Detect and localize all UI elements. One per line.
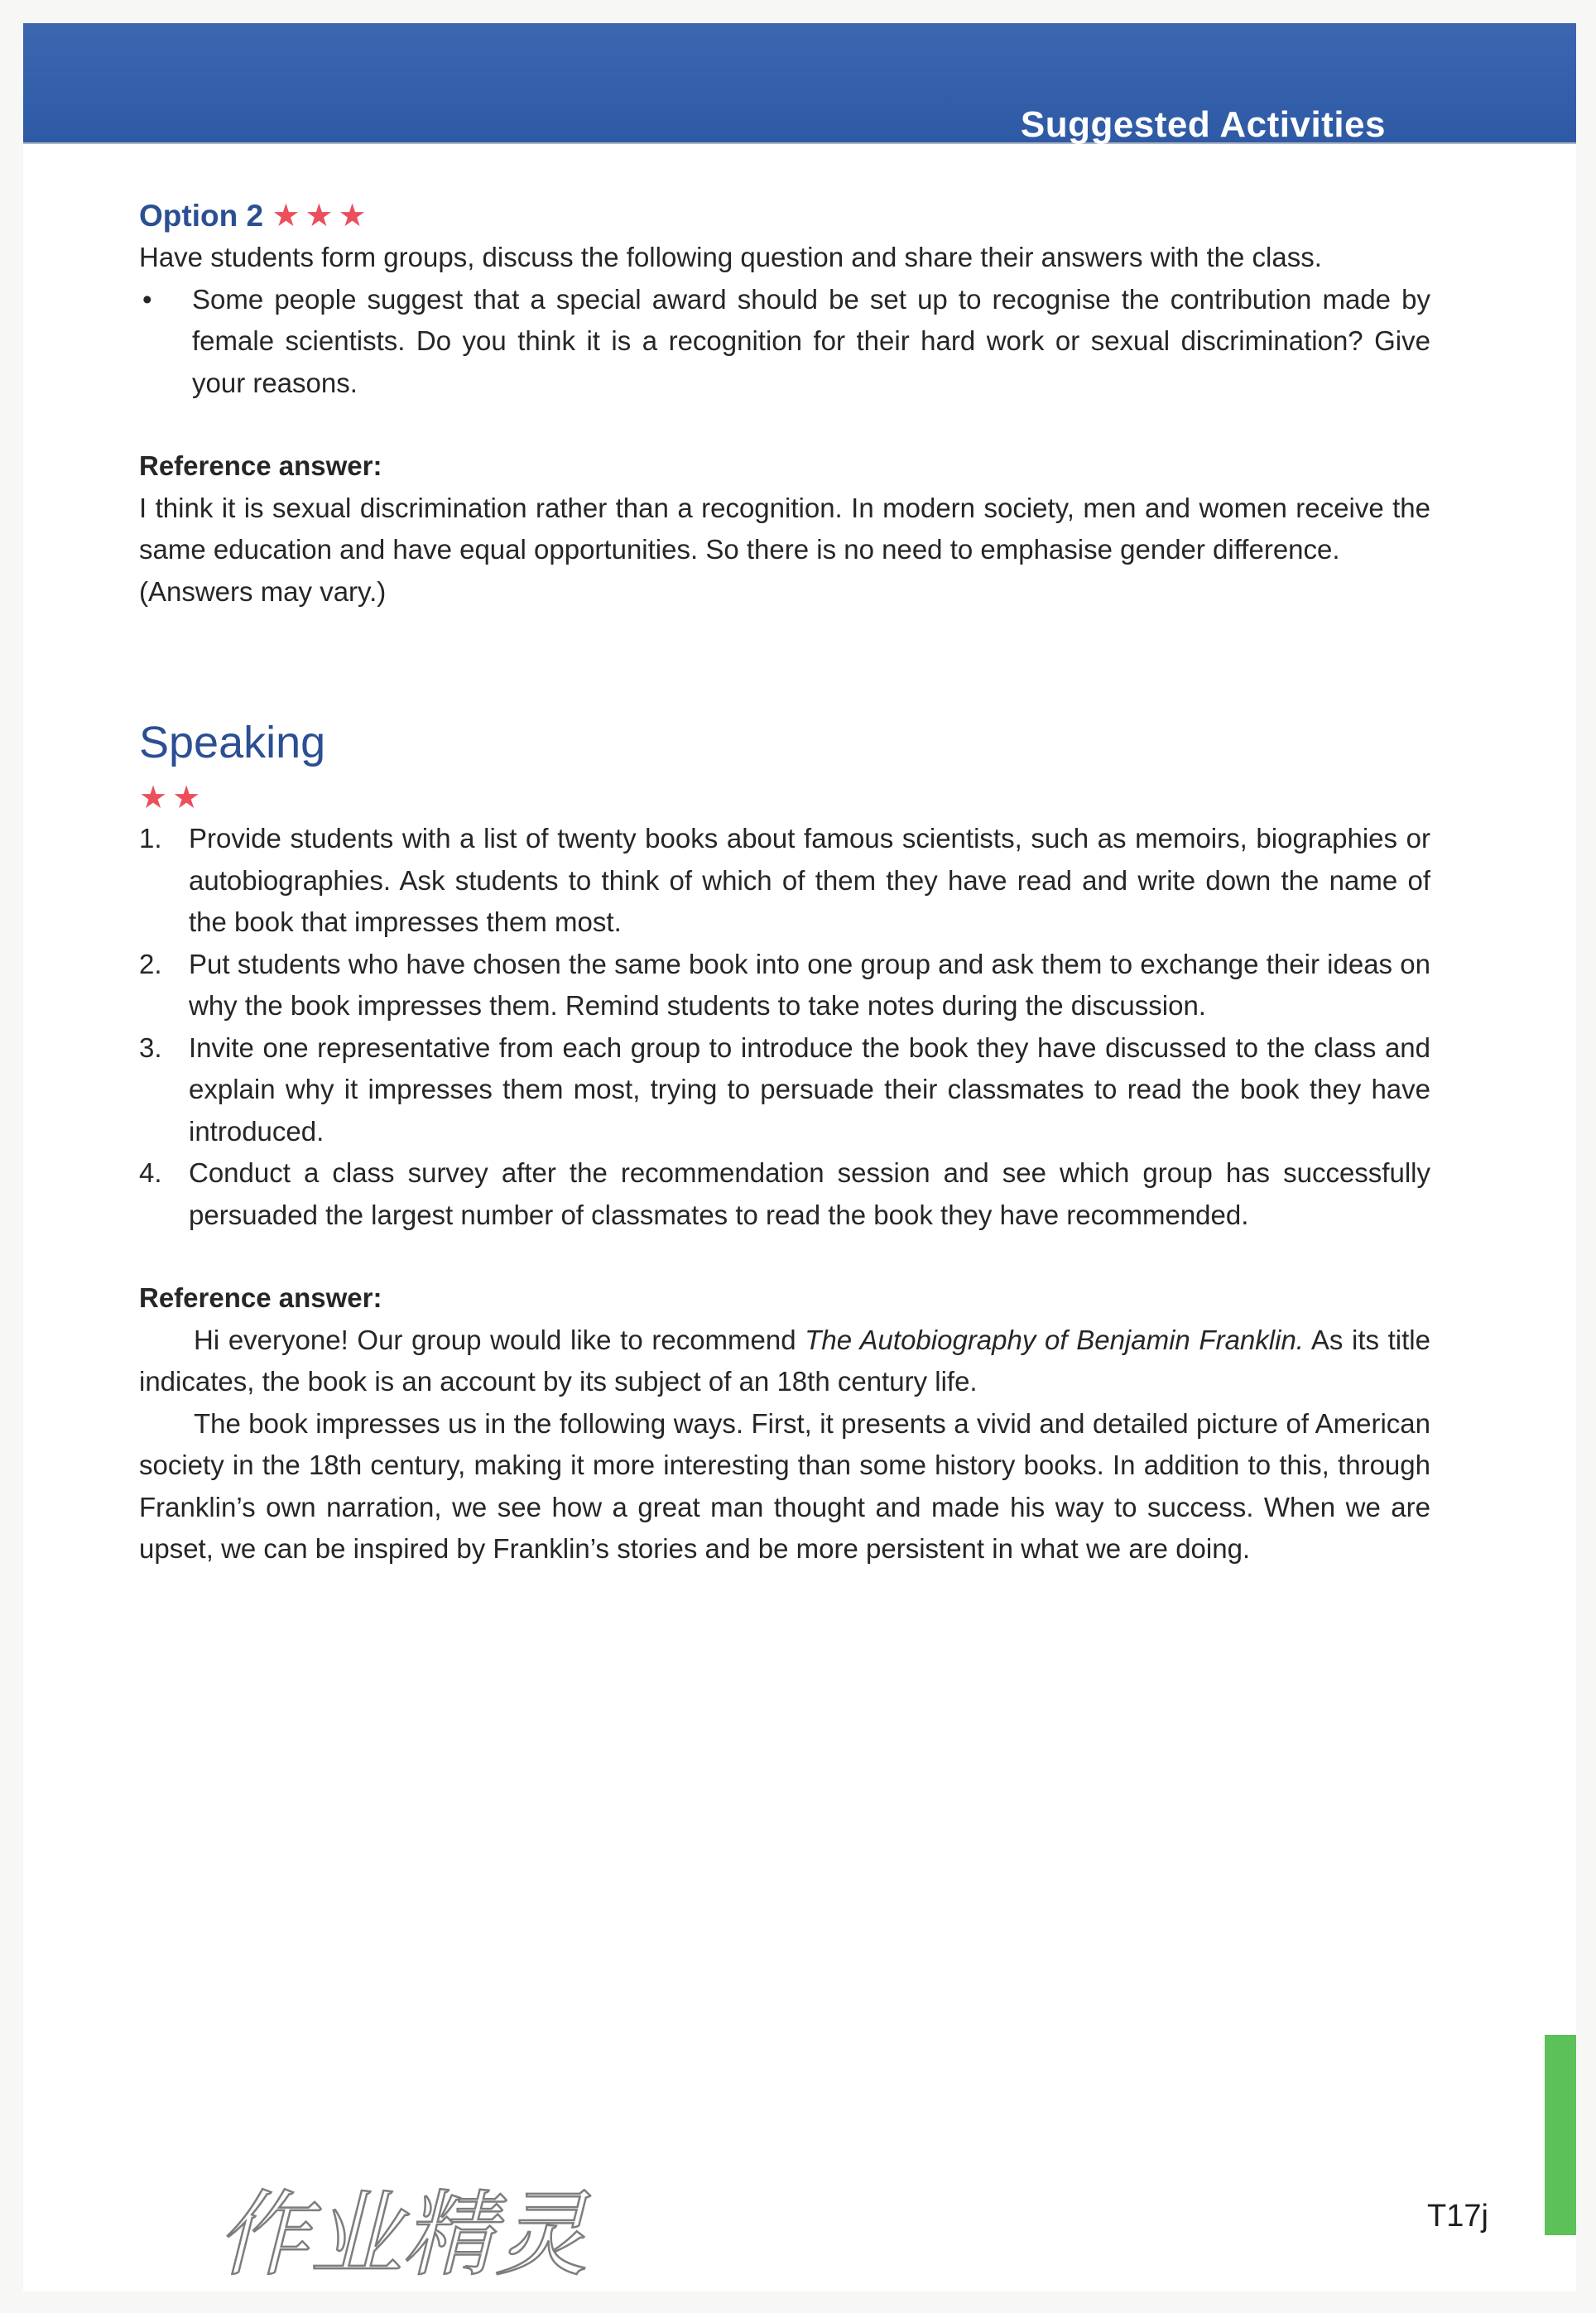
- step-item: [139, 944, 1430, 1027]
- para-1-lead: Hi everyone! Our group would like to recommend: [194, 1324, 805, 1355]
- chapter-tab: [1545, 2035, 1576, 2235]
- difficulty-stars-2: ★★: [139, 781, 206, 815]
- option-2-label: Option 2: [139, 199, 264, 233]
- step-text: Conduct a class survey after the recommendation session and see which group has successfully persuaded the largest number of classmates to read the book they have recommended.: [189, 1157, 1430, 1230]
- header-title: Suggested Activities: [1020, 104, 1386, 145]
- option-2-heading: [139, 195, 1430, 237]
- book-title: The Autobiography of Benjamin Franklin.: [805, 1324, 1304, 1355]
- para-1-tail: As its title indicates, the book is an account by its subject of an 18th century life.: [139, 1324, 1430, 1397]
- step-text: Provide students with a list of twenty books about famous scientists, such as memoirs, biographies or autobiographies. Ask students to think of which of them they have read and write down the name of the book that impresses them most.: [189, 823, 1430, 937]
- watermark-logo: [212, 2169, 626, 2293]
- page-number: T17j: [1427, 2199, 1488, 2234]
- reference-answer-text: I think it is sexual discrimination rather than a recognition. In modern society, men and women receive the same education and have equal opportunities. So there is no need to emphasise gender difference.: [139, 492, 1430, 565]
- speaking-steps: [139, 818, 1430, 1236]
- discussion-question: [139, 279, 1430, 405]
- discussion-question-text: Some people suggest that a special award should be set up to recognise the contribution made by female scientists. Do you think it is a recognition for their hard work or sexual discrimination? Give your reasons.: [192, 283, 1430, 398]
- speaking-title: Speaking: [139, 718, 326, 767]
- option-2-instruction: Have students form groups, discuss the following question and share their answers with the class.: [139, 242, 1322, 272]
- step-item: [139, 818, 1430, 944]
- reference-answer-label: Reference answer:: [139, 450, 382, 481]
- step-number: 2.: [139, 948, 162, 979]
- step-item: [139, 1027, 1430, 1153]
- step-number: 3.: [139, 1031, 162, 1063]
- step-number: 4.: [139, 1157, 162, 1188]
- watermark-text: 作业精灵: [217, 2181, 588, 2289]
- step-text: Invite one representative from each group to introduce the book they have discussed to the class and explain why it impresses them most, trying to persuade their classmates to read the book they have introduced.: [189, 1031, 1430, 1147]
- header-band: [23, 23, 1576, 144]
- speaking-reference-label: Reference answer:: [139, 1282, 382, 1313]
- bullet-icon: •: [142, 283, 152, 315]
- speaking-reference-para-2: The book impresses us in the following ways. First, it presents a vivid and detailed picture of American society in the 18th century, making it more interesting than some history books. In addition to this, through Franklin’s own narration, we see how a great man thought and made his way to success. When we are upset, we can be inspired by Franklin’s stories and be more persistent in what we are doing.: [139, 1407, 1430, 1564]
- page-content: [139, 195, 1430, 1570]
- step-number: 1.: [139, 823, 162, 854]
- reference-answer-note: (Answers may vary.): [139, 575, 387, 607]
- speaking-reference-para-1: [139, 1320, 1430, 1403]
- step-text: Put students who have chosen the same book into one group and ask them to exchange their ideas on why the book impresses them. Remind students to take notes during the discussion.: [189, 948, 1430, 1021]
- step-item: [139, 1152, 1430, 1236]
- difficulty-stars-3: ★★★: [272, 199, 372, 233]
